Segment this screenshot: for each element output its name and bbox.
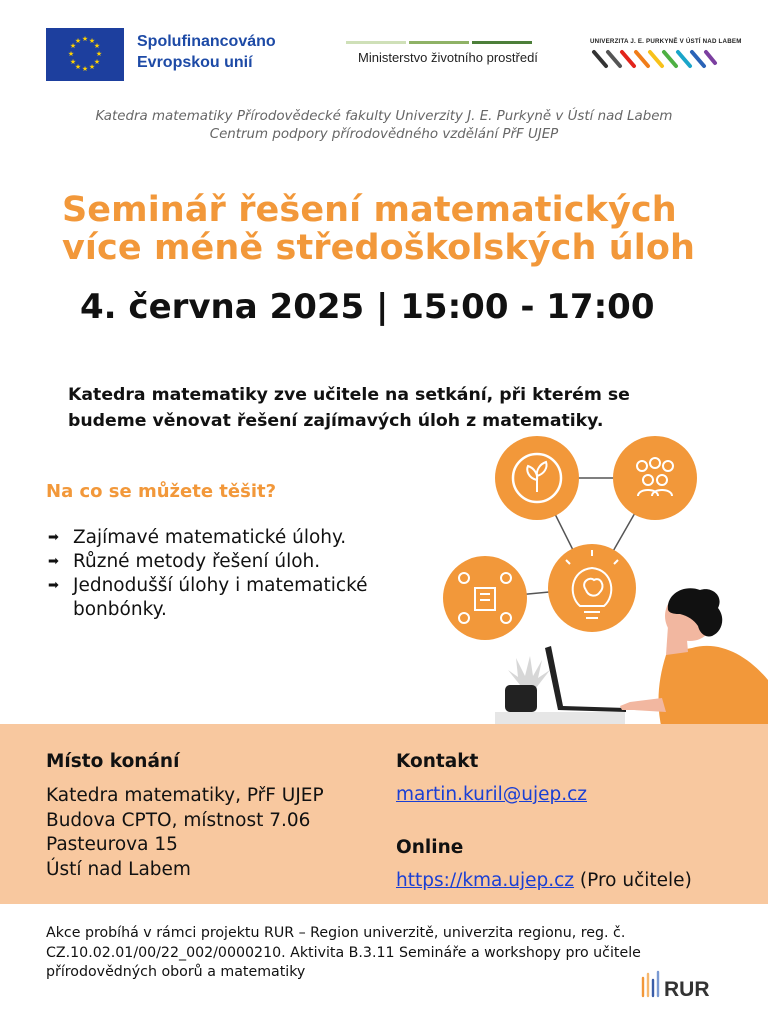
online-row (396, 870, 692, 891)
svg-text:★: ★ (81, 65, 89, 73)
intro-line-1: Katedra matematiky zve učitele na setkání, při kterém se (68, 385, 630, 405)
venue-address (46, 784, 324, 882)
event-intro (68, 382, 630, 434)
center-line: Centrum podpory přírodovědného vzdělání PřF UJEP (209, 127, 559, 142)
svg-text:★: ★ (88, 63, 96, 71)
svg-text:★: ★ (81, 35, 89, 43)
arrow-bullet-icon: ➡ (48, 554, 59, 569)
contact-heading: Kontakt (396, 751, 479, 772)
venue-line: Ústí nad Labem (46, 858, 191, 880)
venue-line: Katedra matematiky, PřF UJEP (46, 785, 324, 806)
contact-email-link[interactable]: martin.kuril@ujep.cz (396, 784, 587, 805)
teacher-figure (620, 588, 768, 730)
eu-flag-logo (46, 28, 124, 81)
department-line: Katedra matematiky Přírodovědecké fakulty Univerzity J. E. Purkyně v Ústí nad Labem (95, 109, 673, 124)
project-footer-text: Akce probíhá v rámci projektu RUR – Region univerzitě, univerzita regionu, reg. č. CZ.10.02.01/00/22_002/0000210. Aktivita B.3.11 Semináře a workshopy pro učitele přírodovědných oborů a matematiky (46, 925, 641, 980)
title-line-2: více méně středoškolských úloh (62, 228, 696, 268)
svg-text:★: ★ (88, 37, 96, 45)
people-building-icon (443, 556, 527, 640)
laptop (545, 646, 626, 712)
svg-text:★: ★ (93, 58, 101, 66)
rur-logo (640, 970, 722, 1000)
teacher-network-illustration (430, 430, 768, 730)
rur-logo-text: RUR (664, 978, 710, 1000)
list-item (46, 550, 433, 574)
venue-line: Pasteurova 15 (46, 834, 178, 855)
list-item-text: Různé metody řešení úloh. (73, 551, 321, 572)
svg-text:★: ★ (93, 42, 101, 50)
venue-heading: Místo konání (46, 751, 180, 772)
potted-plant (508, 656, 550, 688)
svg-text:★: ★ (74, 63, 82, 71)
list-item (46, 574, 433, 622)
online-url-link[interactable]: https://kma.ujep.cz (396, 870, 575, 891)
eu-line-2: Evropskou unií (137, 54, 253, 71)
list-item (46, 526, 433, 550)
lightbulb-brain-icon (548, 544, 636, 632)
event-title (62, 191, 695, 267)
ministry-logo-text: Ministerstvo životního prostředí (358, 50, 538, 65)
svg-text:★: ★ (69, 58, 77, 66)
group-people-icon (613, 436, 697, 520)
list-item-text: Zajímavé matematické úlohy. (73, 527, 347, 548)
svg-text:★: ★ (69, 42, 77, 50)
list-item-text: Jednodušší úlohy i matematické bonbónky. (73, 575, 368, 620)
eu-line-1: Spolufinancováno (137, 33, 276, 50)
event-date: 4. června 2025 | 15:00 - 17:00 (80, 287, 655, 327)
svg-text:★: ★ (67, 50, 75, 58)
intro-line-2: budeme věnovat řešení zajímavých úloh z matematiky. (68, 411, 604, 431)
plant-cycle-icon (495, 436, 579, 520)
plant-pot (505, 685, 537, 712)
highlights-heading: Na co se můžete těšit? (46, 481, 277, 502)
highlights-list (46, 526, 433, 622)
svg-text:★: ★ (95, 50, 103, 58)
venue-line: Budova CPTO, místnost 7.06 (46, 809, 311, 831)
ministry-logo-lines (346, 41, 532, 44)
online-heading: Online (396, 837, 464, 858)
title-line-1: Seminář řešení matematických (62, 190, 677, 230)
svg-text:★: ★ (74, 37, 82, 45)
arrow-bullet-icon: ➡ (48, 578, 59, 593)
university-logo-stripes (588, 48, 718, 72)
online-url-note: (Pro učitele) (579, 870, 692, 891)
eu-cofinancing-label (137, 31, 276, 73)
university-logo-text: UNIVERZITA J. E. PURKYNĚ V ÚSTÍ NAD LABEM (590, 38, 742, 45)
arrow-bullet-icon: ➡ (48, 530, 59, 545)
